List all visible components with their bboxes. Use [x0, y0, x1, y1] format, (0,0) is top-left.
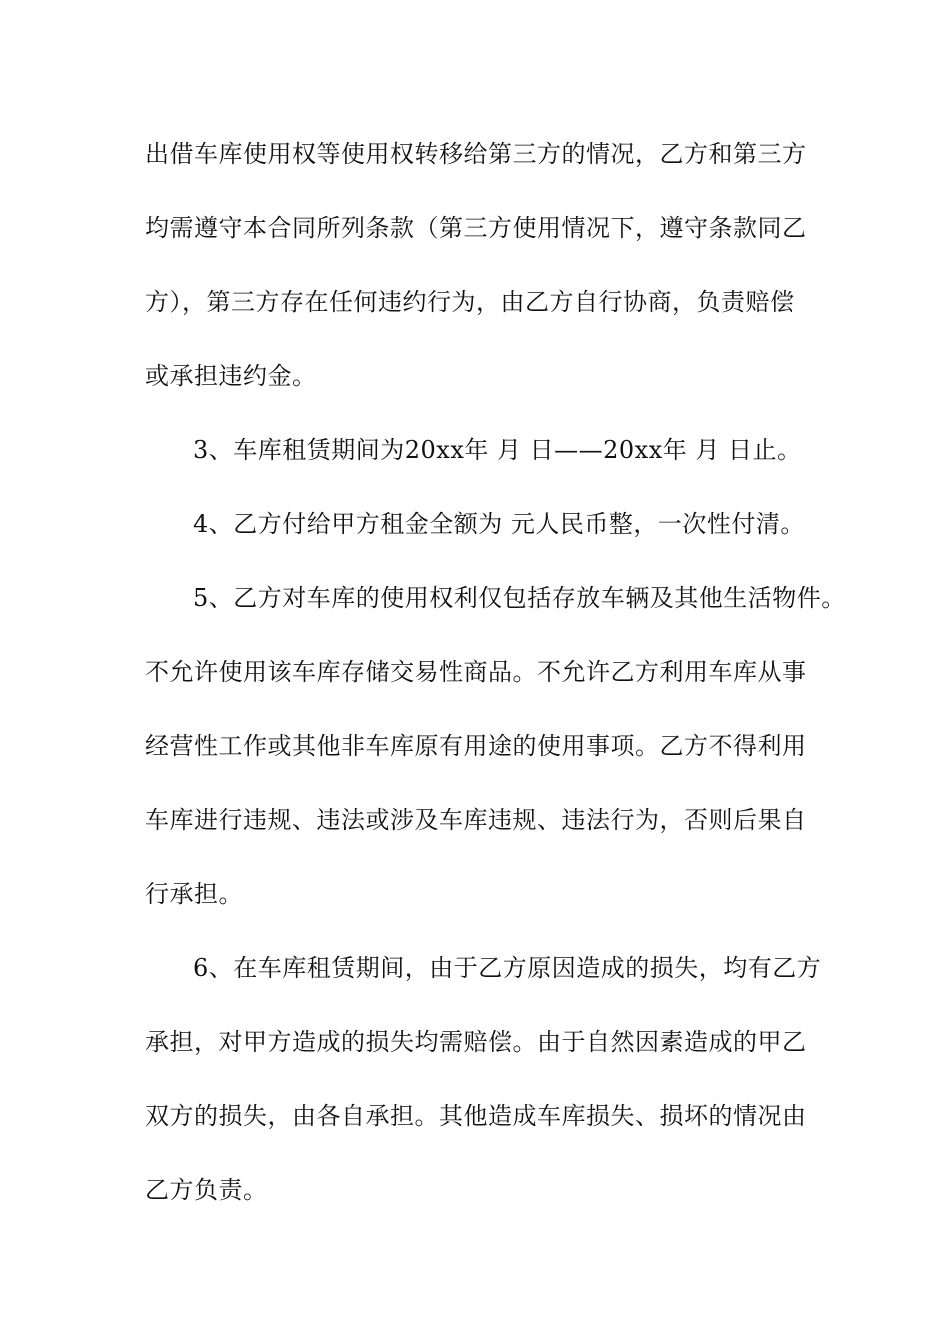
- text-line: 行承担。: [145, 880, 243, 908]
- text-line: 经营性工作或其他非车库原有用途的使用事项。乙方不得利用: [145, 732, 807, 760]
- text-line: 均需遵守本合同所列条款（第三方使用情况下，遵守条款同乙: [145, 214, 807, 242]
- clause-6: 6、在车库租赁期间，由于乙方原因造成的损失，均有乙方: [193, 954, 822, 982]
- text-line: 乙方负责。: [145, 1176, 268, 1204]
- text-line: 承担，对甲方造成的损失均需赔偿。由于自然因素造成的甲乙: [145, 1028, 807, 1056]
- text-line: 或承担违约金。: [145, 362, 317, 390]
- clause-5: 5、乙方对车库的使用权利仅包括存放车辆及其他生活物件。: [193, 584, 846, 612]
- text-line: 车库进行违规、违法或涉及车库违规、违法行为，否则后果自: [145, 806, 807, 834]
- text-line: 出借车库使用权等使用权转移给第三方的情况，乙方和第三方: [145, 140, 807, 168]
- clause-4: 4、乙方付给甲方租金全额为 元人民币整，一次性付清。: [193, 510, 805, 538]
- clause-3: 3、车库租赁期间为20xx年 月 日——20xx年 月 日止。: [193, 436, 802, 464]
- text-line: 不允许使用该车库存储交易性商品。不允许乙方利用车库从事: [145, 658, 807, 686]
- text-line: 双方的损失，由各自承担。其他造成车库损失、损坏的情况由: [145, 1102, 807, 1130]
- text-line: 方），第三方存在任何违约行为，由乙方自行协商，负责赔偿: [145, 288, 795, 316]
